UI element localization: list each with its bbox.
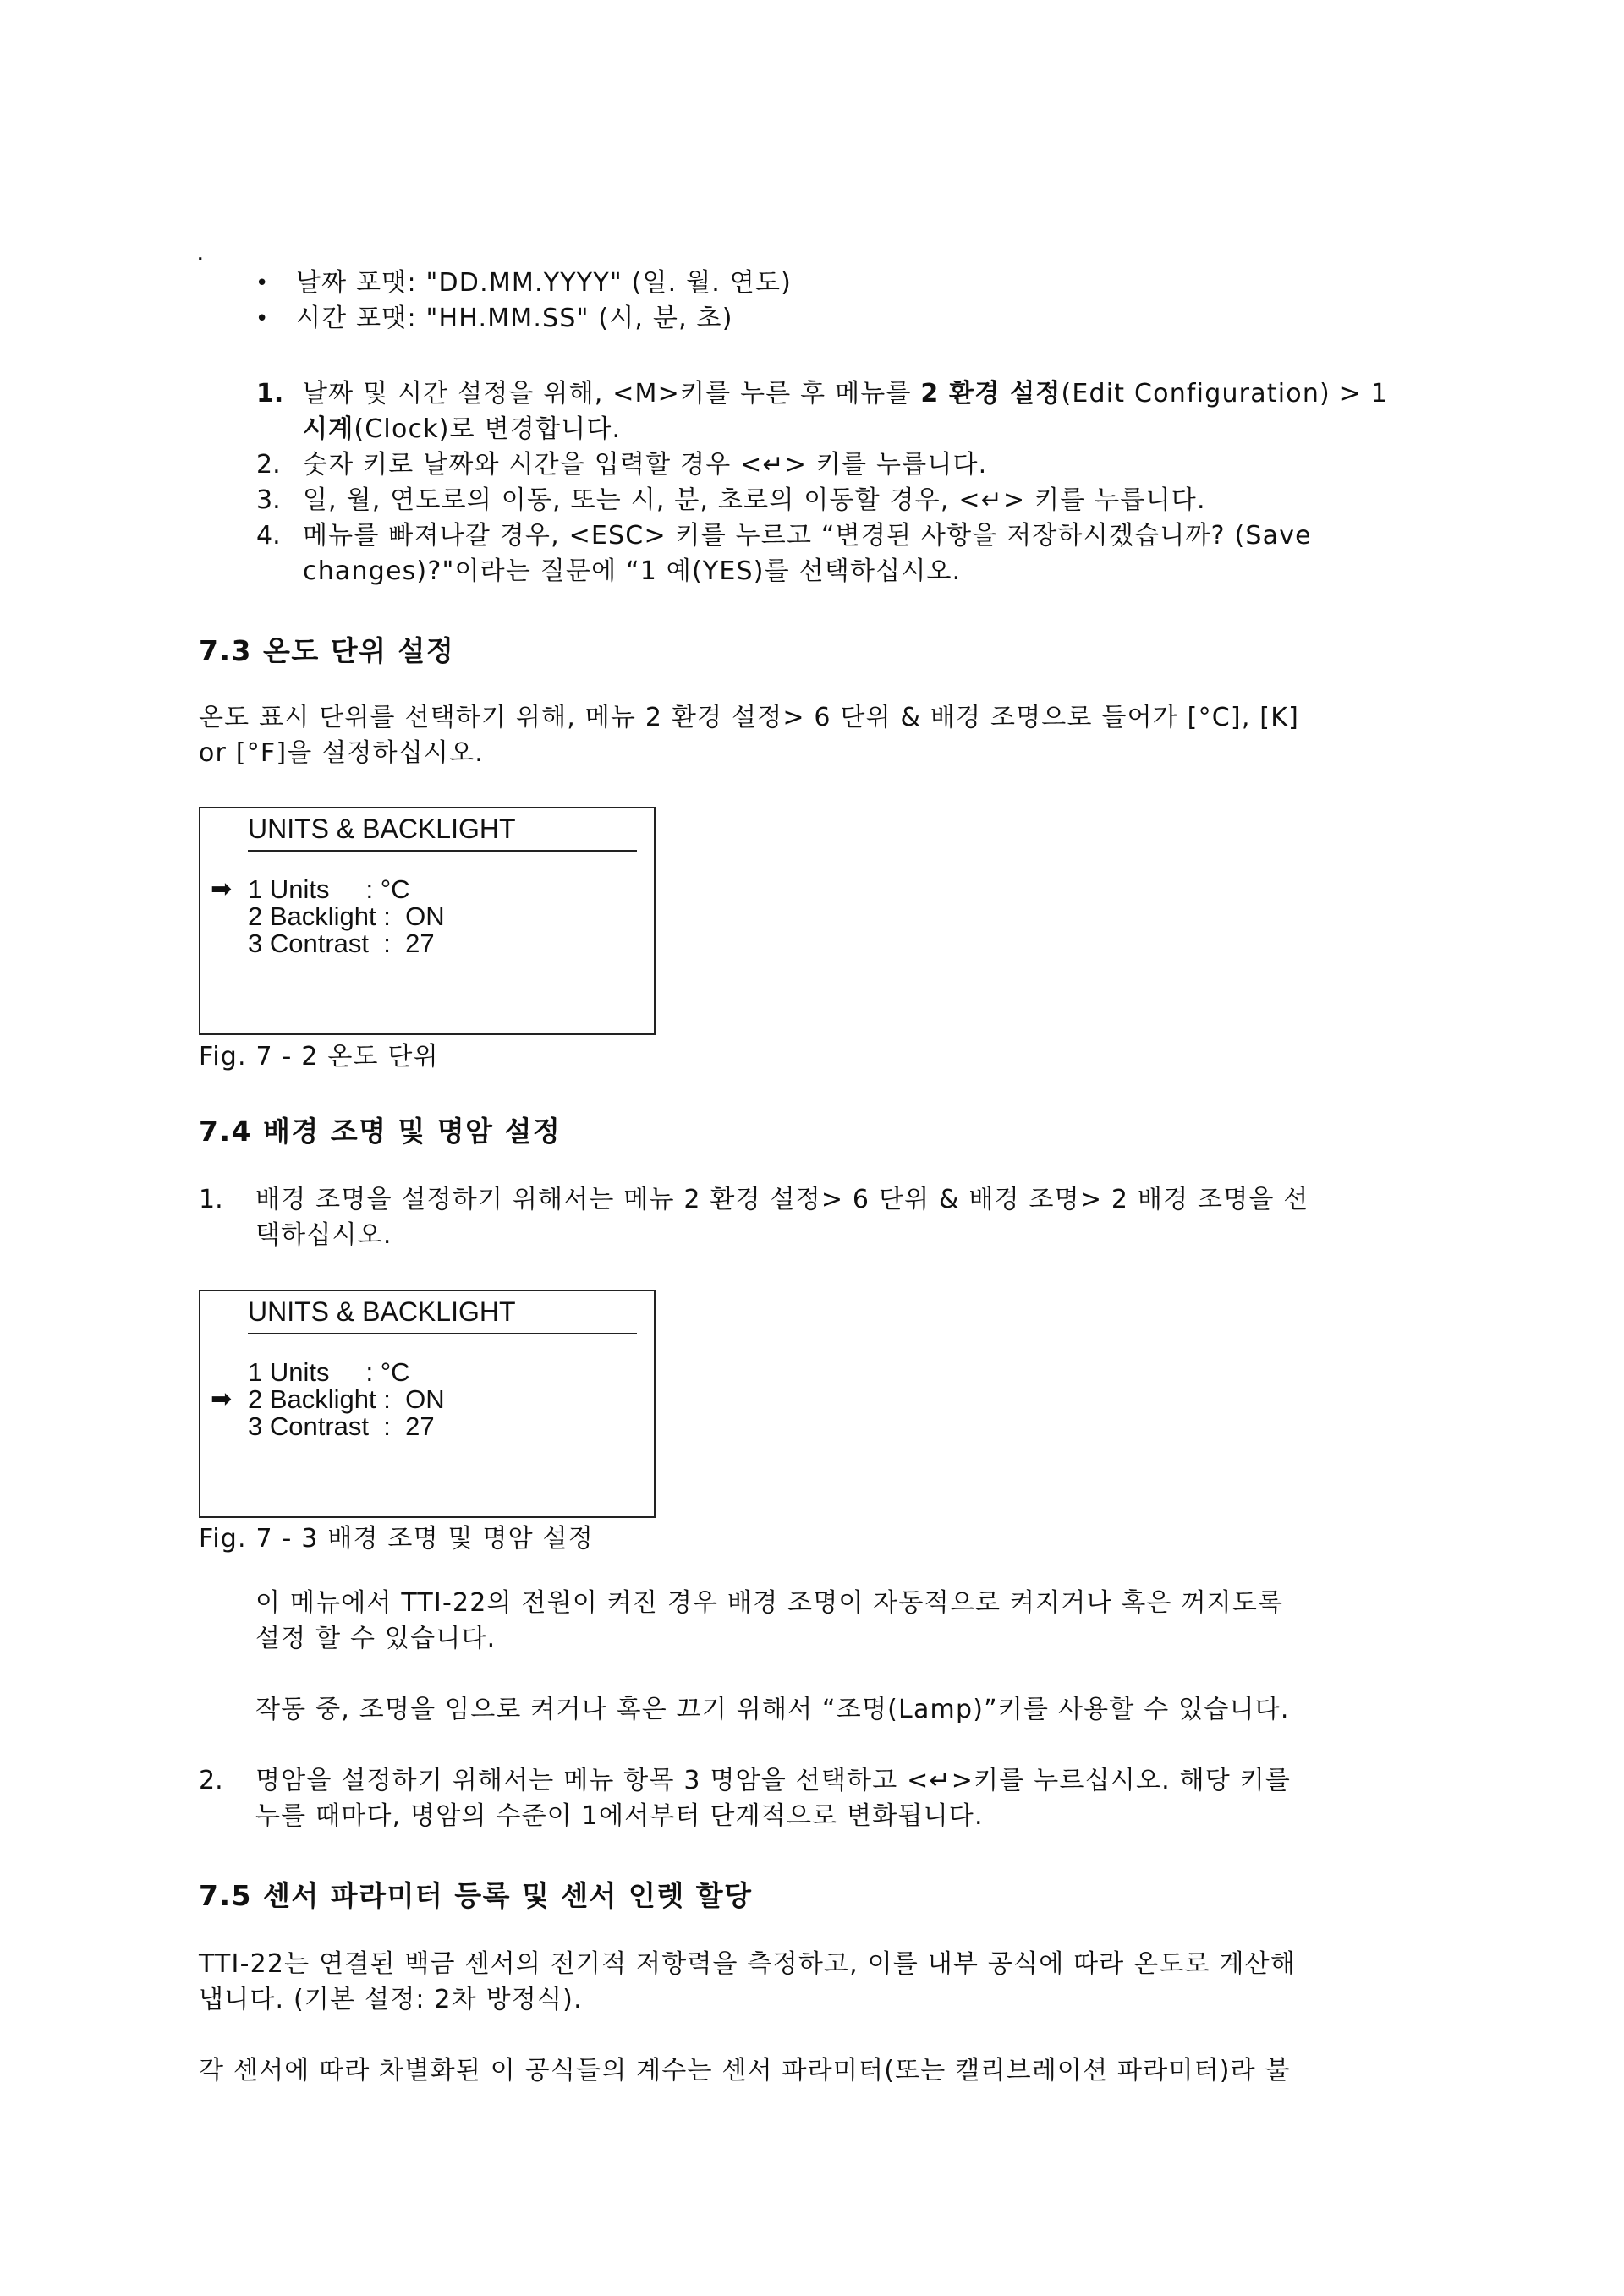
step-4-line-2: changes)?"이라는 질문에 “1 예(YES)를 선택하십시오. [303,556,962,586]
figure-caption-7-2: Fig. 7 - 2 온도 단위 [199,1042,439,1071]
lcd-row-backlight: 2 Backlight : ON [248,901,445,931]
item-number: 1. [199,1185,223,1214]
selection-arrow-icon: ➡ [211,1384,233,1414]
section-7-5-paragraph-1-line-1: TTI-22는 연결된 백금 센서의 전기적 저항력을 측정하고, 이를 내부 공식에 따라 온도로 계산해 [199,1949,1297,1979]
step-1-text-bold: 2 환경 설정 [920,379,1062,408]
step-1-clock-rest: (Clock)로 변경합니다. [354,414,622,444]
step-number: 1. [256,379,284,408]
bullet-date-format: 날짜 포맷: "DD.MM.YYYY" (일. 월. 연도) [296,268,793,298]
step-1-line-1 [303,376,1388,412]
figure-caption-7-3: Fig. 7 - 3 배경 조명 및 명암 설정 [199,1524,594,1553]
step-1-text-c: (Edit Configuration) > 1 [1061,379,1389,408]
lcd-screen-units [199,807,656,1035]
lcd-title: UNITS & BACKLIGHT [248,1296,637,1334]
step-4-line-1: 메뉴를 빠져나갈 경우, <ESC> 키를 누르고 “변경된 사항을 저장하시겠습니까? (Save [303,521,1312,551]
stray-mark: . [196,238,206,267]
section-7-3-paragraph-line-1: 온도 표시 단위를 선택하기 위해, 메뉴 2 환경 설정> 6 단위 & 배경 조명으로 들어가 [°C], [K] [199,703,1299,732]
section-7-5-paragraph-2: 각 센서에 따라 차별화된 이 공식들의 계수는 센서 파라미터(또는 캘리브레이션 파라미터)라 불 [199,2056,1291,2085]
section-heading-7-3: 7.3 온도 단위 설정 [199,634,455,667]
section-7-4-paragraph-1-line-1: 이 메뉴에서 TTI-22의 전원이 켜진 경우 배경 조명이 자동적으로 켜지거나 혹은 꺼지도록 [255,1588,1284,1618]
section-heading-7-4: 7.4 배경 조명 및 명암 설정 [199,1115,562,1148]
step-3-text: 일, 월, 연도로의 이동, 또는 시, 분, 초로의 이동할 경우, <↵> 키를 누릅니다. [303,485,1206,515]
lcd-title: UNITS & BACKLIGHT [248,814,637,852]
step-1-line-2 [303,412,621,447]
step-number: 3. [256,485,281,515]
section-7-4-paragraph-2: 작동 중, 조명을 임으로 켜거나 혹은 끄기 위해서 “조명(Lamp)”키를 사용할 수 있습니다. [255,1695,1290,1724]
step-2-text: 숫자 키로 날짜와 시간을 입력할 경우 <↵> 키를 누릅니다. [303,450,988,479]
lcd-row-contrast: 3 Contrast : 27 [248,1411,435,1441]
section-7-4-item-1-line-2: 택하십시오. [255,1220,392,1250]
section-7-4-item-2-line-1: 명암을 설정하기 위해서는 메뉴 항목 3 명암을 선택하고 <↵>키를 누르십시오. 해당 키를 [255,1766,1292,1795]
lcd-row-contrast: 3 Contrast : 27 [248,929,435,958]
section-7-3-paragraph-line-2: or [°F]을 설정하십시오. [199,738,485,768]
lcd-row-units: 1 Units : °C [248,1357,410,1387]
section-7-4-item-1-line-1: 배경 조명을 설정하기 위해서는 메뉴 2 환경 설정> 6 단위 & 배경 조명> 2 배경 조명을 선 [255,1185,1309,1214]
section-7-4-paragraph-1-line-2: 설정 할 수 있습니다. [255,1624,497,1653]
lcd-row-units: 1 Units : °C [248,874,410,904]
step-number: 2. [256,450,281,479]
step-1-text-a: 날짜 및 시간 설정을 위해, <M>키를 누른 후 메뉴를 [303,379,921,408]
step-number: 4. [256,521,281,551]
section-heading-7-5: 7.5 센서 파라미터 등록 및 센서 인렛 할당 [199,1879,753,1912]
step-1-clock-bold: 시계 [303,414,354,444]
lcd-screen-backlight [199,1290,656,1518]
item-number: 2. [199,1766,223,1795]
section-7-4-item-2-line-2: 누를 때마다, 명암의 수준이 1에서부터 단계적으로 변화됩니다. [255,1801,984,1831]
bullet-time-format: 시간 포맷: "HH.MM.SS" (시, 분, 초) [296,304,733,333]
bullet-dot: • [255,306,269,332]
bullet-dot: • [255,271,269,296]
section-7-5-paragraph-1-line-2: 냅니다. (기본 설정: 2차 방정식). [199,1985,583,2014]
lcd-row-backlight: 2 Backlight : ON [248,1384,445,1414]
selection-arrow-icon: ➡ [211,874,233,904]
